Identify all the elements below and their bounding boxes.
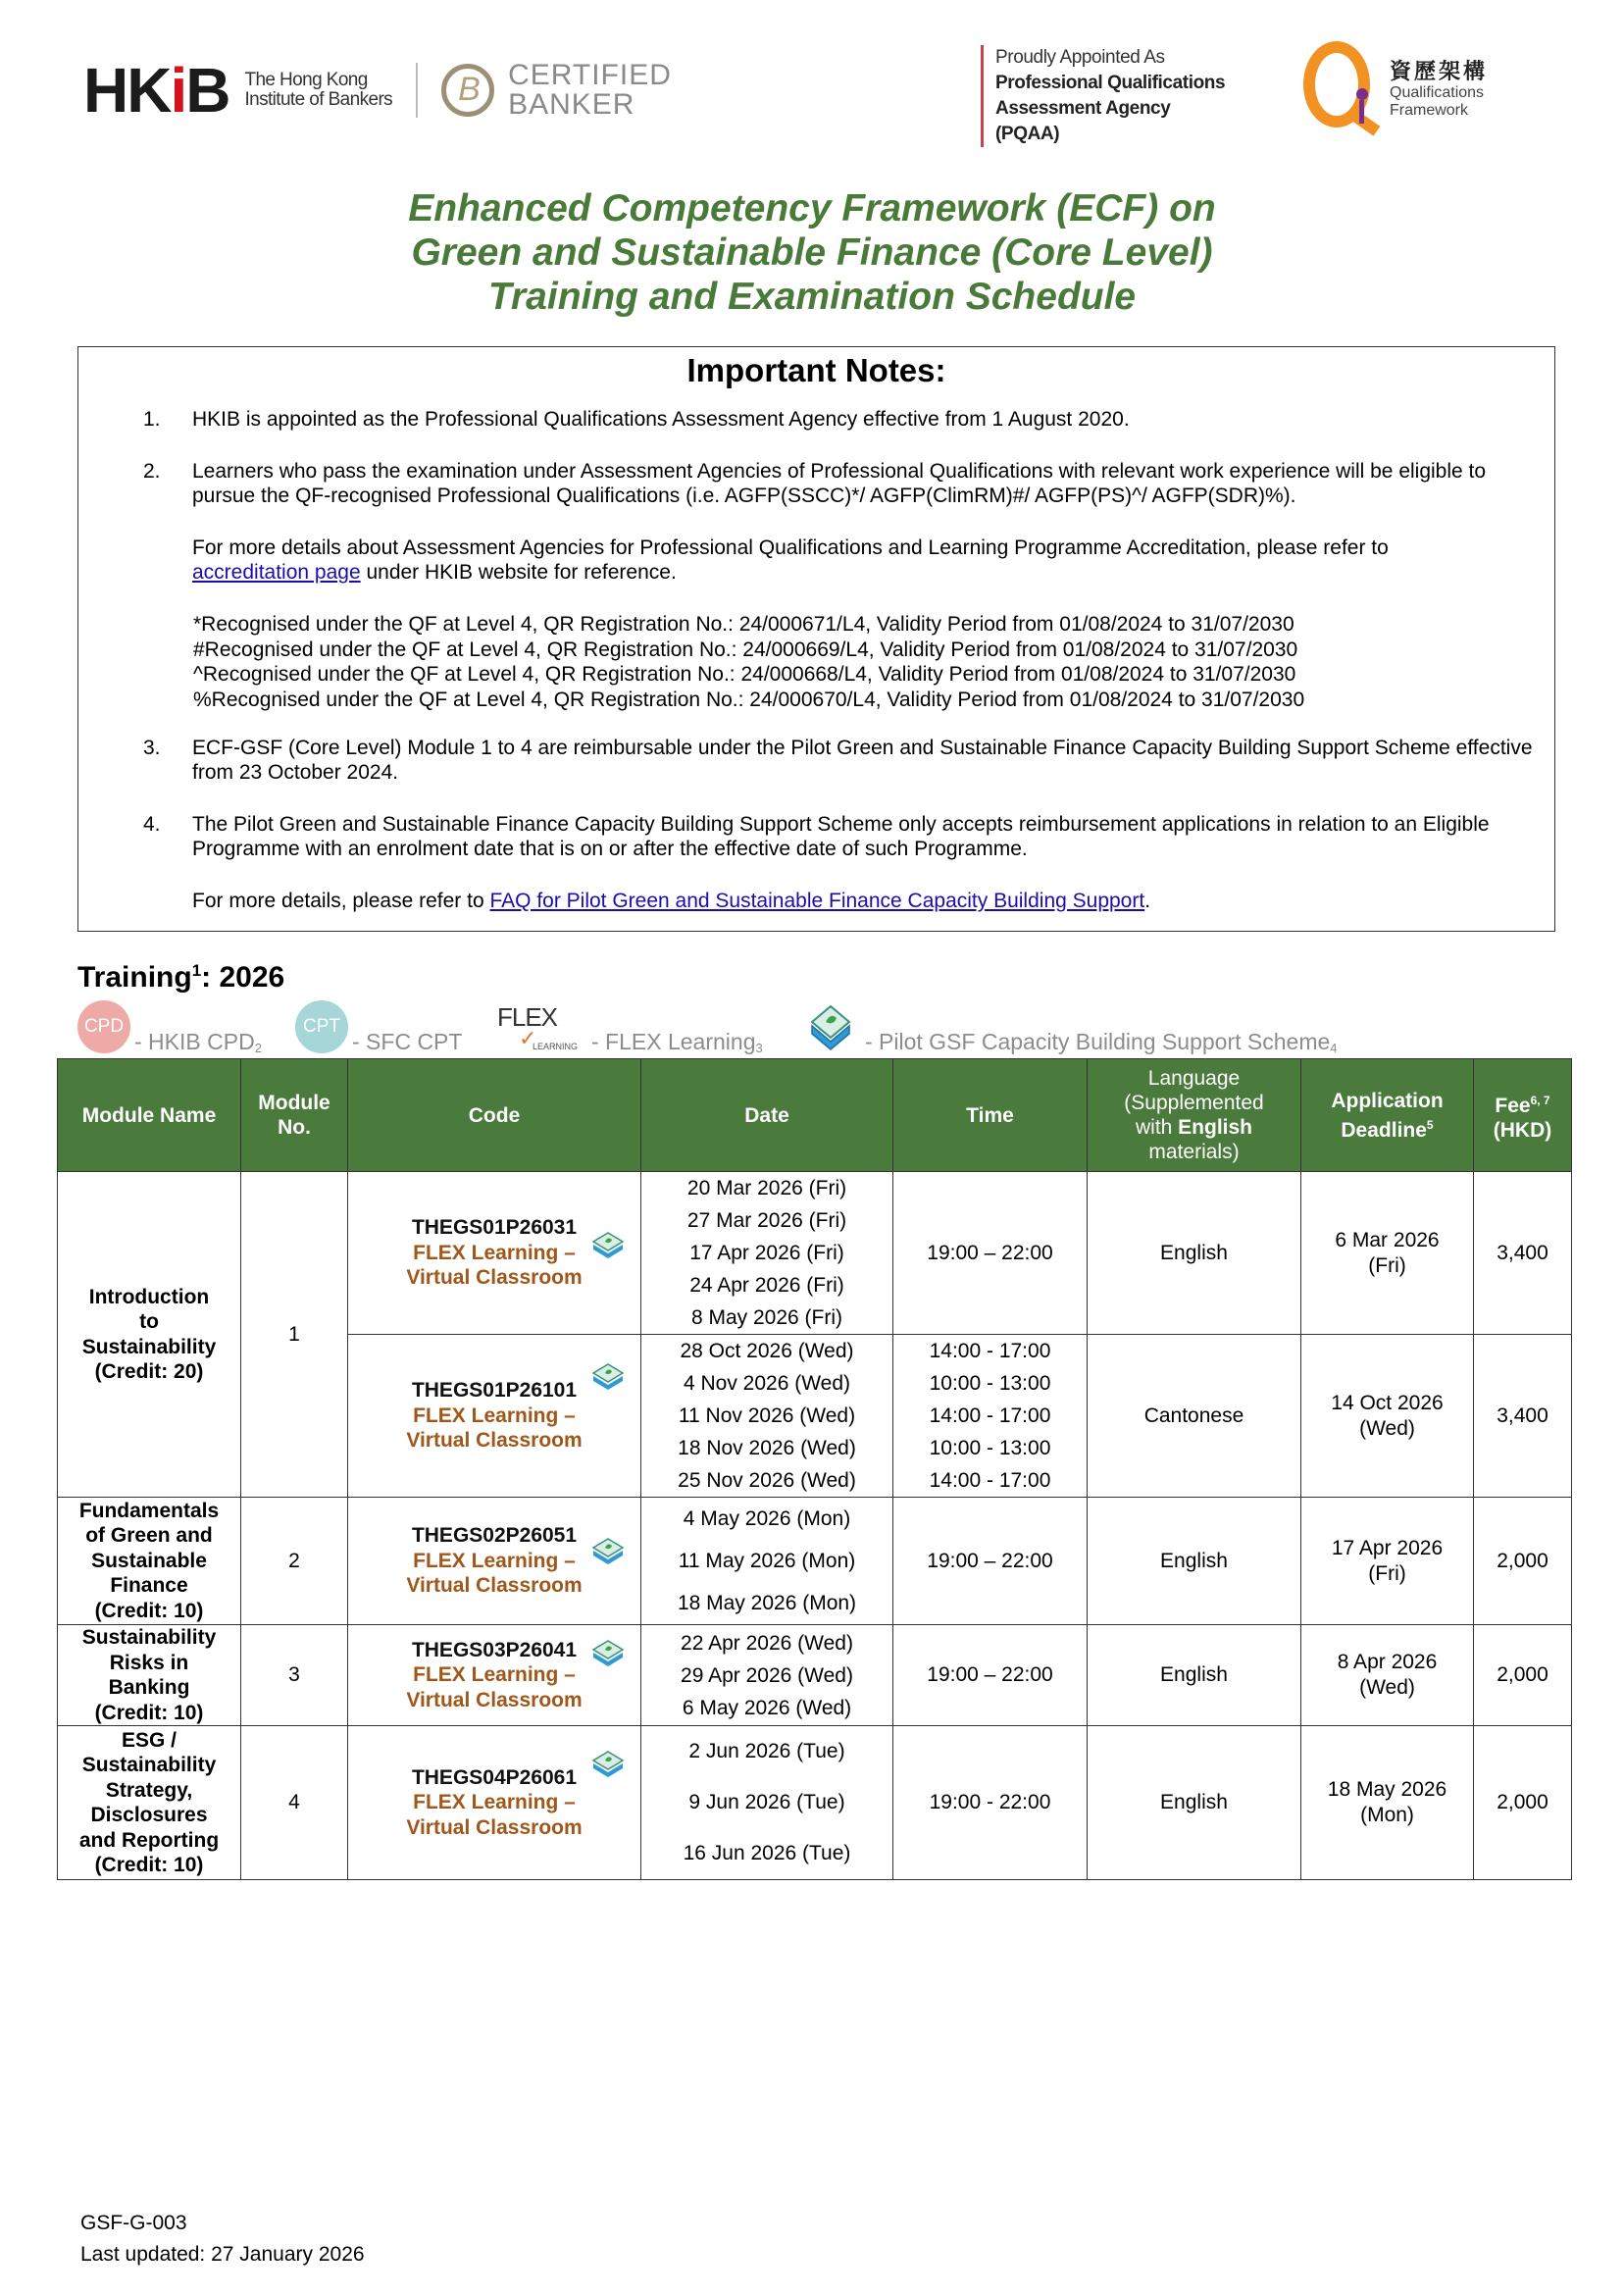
col-header-fee: Fee$^{6, 7}$ (HKD) — [1474, 1059, 1572, 1172]
gsf-scheme-icon — [589, 1231, 627, 1260]
module-name-cell: Sustainability Risks in Banking (Credit: 10) — [58, 1625, 241, 1726]
class-code-cell: THEGS01P26031 FLEX Learning – Virtual Classroom — [348, 1172, 641, 1335]
cpd-badge-icon: CPD — [77, 1000, 130, 1053]
gsf-scheme-icon — [804, 1002, 857, 1055]
table-row — [58, 1498, 1572, 1625]
notes-heading: Important Notes: — [686, 352, 946, 388]
language-cell: Cantonese — [1088, 1335, 1301, 1498]
module-no-cell: 4 — [241, 1726, 348, 1880]
dates-cell: 4 May 2026 (Mon) 11 May 2026 (Mon) 18 May 2026 (Mon) — [641, 1498, 893, 1625]
deadline-cell: 18 May 2026 (Mon) — [1301, 1726, 1474, 1880]
module-name-cell: ESG / Sustainability Strategy, Disclosures and Reporting (Credit: 10) — [58, 1726, 241, 1880]
class-code: THEGS01P26031 — [411, 1216, 578, 1240]
module-no-cell: 3 — [241, 1625, 348, 1726]
qf-logo-text: 資歷架構 Qualifications Framework — [1390, 59, 1489, 119]
hkib-logo — [83, 55, 672, 126]
deadline-cell: 6 Mar 2026 (Fri) — [1301, 1172, 1474, 1335]
accreditation-page-link[interactable]: accreditation page — [192, 561, 361, 584]
legend-gsf-scheme: - Pilot GSF Capacity Building Support Scheme $_4$ — [804, 1002, 1338, 1055]
table-row — [58, 1726, 1572, 1880]
important-notes-box: Important Notes: 1. HKIB is appointed as the Professional Qualifications Assessment Agency effective from 1 August 2020. 2. Learners who pass the examination under Assessment Agencies of Professional Qualifications with relevant work experience will be eligible to pursue the QF-recognised Professional Qualifications (i.e. AGFP(SSCC)*/ AGFP(ClimRM)#/ AGFP(PS)^/ AGFP(SDR)%). For more details about Assessment Agencies for Professional Qualifications and Learning Programme Accreditation, please refer to accreditation page under HKIB website for reference. *Recognised under the QF at Level 4, QR Registration No.: 24/000671/L4, Validity Period from 01/08/2024 to 31/07/2030 #Recognised under the QF at Level 4, QR Registration No.: 24/000669/L4, Validity Period from 01/08/2024 to 31/07/2030 ^Recognised under the QF at Level 4, QR Registration No.: 24/000668/L4, Validity Period from 01/08/2024 to 31/07/2030 %Recognised under the QF at Level 4, QR Registration No.: 24/000670/L4, Validity Period from 01/08/2024 to 31/07/2030 3. ECF-GSF (Core Level) Module 1 to 4 are reimbursable under the Pilot Green and Sustainable Finance Capacity Building Support Scheme effective from 23 October 2024. 4. The Pilot Green and Sustainable Finance Capacity Building Support Scheme only accepts reimbursement applications in relation to an Eligible Programme with an enrolment date that is on or after the effective date of such Programme. For more details, please refer to FAQ for Pilot Green and Sustainable Finance Capacity Building Support. — [77, 346, 1555, 932]
gsf-scheme-icon — [589, 1537, 627, 1566]
qf-logo-icon — [1299, 39, 1378, 147]
col-header-language: Language (Supplemented with English materials) — [1088, 1059, 1301, 1172]
language-cell: English — [1088, 1726, 1301, 1880]
class-code-cell: THEGS04P26061 FLEX Learning – Virtual Classroom — [348, 1726, 641, 1880]
table-row — [58, 1625, 1572, 1726]
col-header-time: Time — [893, 1059, 1088, 1172]
time-cell: 19:00 - 22:00 — [893, 1726, 1088, 1880]
class-code: THEGS01P26101 — [411, 1379, 578, 1403]
hkib-logo-mark: HKiB — [83, 55, 229, 126]
dates-cell: 28 Oct 2026 (Wed) 4 Nov 2026 (Wed) 11 Nov 2026 (Wed) 18 Nov 2026 (Wed) 25 Nov 2026 (Wed) — [641, 1335, 893, 1498]
deadline-cell: 14 Oct 2026 (Wed) — [1301, 1335, 1474, 1498]
class-code: THEGS03P26041 — [411, 1638, 578, 1661]
language-cell: English — [1088, 1498, 1301, 1625]
pqaa-badge: Proudly Appointed As Professional Qualifications Assessment Agency (PQAA) — [981, 45, 1225, 147]
col-header-module-no: Module No. — [241, 1059, 348, 1172]
class-code: THEGS02P26051 — [411, 1524, 578, 1548]
class-code: THEGS04P26061 — [411, 1765, 578, 1789]
col-header-deadline: Application Deadline$^5$ — [1301, 1059, 1474, 1172]
fee-cell: 3,400 — [1474, 1172, 1572, 1335]
fee-cell: 2,000 — [1474, 1625, 1572, 1726]
dates-cell: 2 Jun 2026 (Tue) 9 Jun 2026 (Tue) 16 Jun 2026 (Tue) — [641, 1726, 893, 1880]
deadline-cell: 8 Apr 2026 (Wed) — [1301, 1625, 1474, 1726]
time-cell: 19:00 – 22:00 — [893, 1172, 1088, 1335]
icon-legend — [77, 996, 1568, 1055]
fee-cell: 2,000 — [1474, 1726, 1572, 1880]
time-cell: 19:00 – 22:00 — [893, 1625, 1088, 1726]
document-code: GSF-G-003 — [80, 2212, 187, 2234]
table-header-row — [58, 1059, 1572, 1172]
logo-divider — [416, 63, 418, 118]
training-heading: Training$^1$: 2026 — [77, 961, 285, 994]
time-cell: 19:00 – 22:00 — [893, 1498, 1088, 1625]
faq-link[interactable]: FAQ for Pilot Green and Sustainable Finance Capacity Building Support — [489, 890, 1145, 912]
module-no-cell: 2 — [241, 1498, 348, 1625]
gsf-scheme-icon — [589, 1750, 627, 1779]
legend-flex: FLEX ✓ LEARNING - FLEX Learning $_3$ — [497, 1002, 763, 1055]
deadline-cell: 17 Apr 2026 (Fri) — [1301, 1498, 1474, 1625]
language-cell: English — [1088, 1172, 1301, 1335]
fee-cell: 3,400 — [1474, 1335, 1572, 1498]
certified-banker-emblem-icon — [441, 64, 494, 117]
page-header — [83, 39, 1585, 157]
cpt-badge-icon: CPT — [295, 1000, 348, 1053]
class-code-cell: THEGS01P26101 FLEX Learning – Virtual Classroom — [348, 1335, 641, 1498]
col-header-date: Date — [641, 1059, 893, 1172]
qf-recognition-list: *Recognised under the QF at Level 4, QR Registration No.: 24/000671/L4, Validity Period from 01/08/2024 to 31/07/2030 #Recognised under the QF at Level 4, QR Registration No.: 24/000669/L4, Validity Period from 01/08/2024 to 31/07/2030 ^Recognised under the QF at Level 4, QR Registration No.: 24/000668/L4, Validity Period from 01/08/2024 to 31/07/2030 %Recognised under the QF at Level 4, QR Registration No.: 24/000670/L4, Validity Period from 01/08/2024 to 31/07/2030 — [193, 613, 1305, 711]
dates-cell: 20 Mar 2026 (Fri) 27 Mar 2026 (Fri) 17 Apr 2026 (Fri) 24 Apr 2026 (Fri) 8 May 2026 (Fri) — [641, 1172, 893, 1335]
table-row — [58, 1172, 1572, 1335]
module-name-cell: Introduction to Sustainability (Credit: 20) — [58, 1172, 241, 1498]
last-updated: Last updated: 27 January 2026 — [80, 2243, 365, 2266]
module-no-cell: 1 — [241, 1172, 348, 1498]
class-code-cell: THEGS02P26051 FLEX Learning – Virtual Classroom — [348, 1498, 641, 1625]
col-header-module-name: Module Name — [58, 1059, 241, 1172]
dates-cell: 22 Apr 2026 (Wed) 29 Apr 2026 (Wed) 6 May 2026 (Wed) — [641, 1625, 893, 1726]
time-cell: 14:00 - 17:00 10:00 - 13:00 14:00 - 17:00 10:00 - 13:00 14:00 - 17:00 — [893, 1335, 1088, 1498]
legend-cpt: CPT - SFC CPT — [295, 1000, 462, 1055]
page-title: Enhanced Competency Framework (ECF) on Green and Sustainable Finance (Core Level) Training and Examination Schedule — [408, 187, 1216, 318]
legend-cpd: CPD - HKIB CPD $_2$ — [77, 1000, 262, 1055]
flex-learning-logo-icon: FLEX ✓ LEARNING — [497, 1002, 579, 1051]
training-schedule-table — [57, 1058, 1572, 1880]
fee-cell: 2,000 — [1474, 1498, 1572, 1625]
page-footer — [80, 2208, 365, 2270]
col-header-code: Code — [348, 1059, 641, 1172]
gsf-scheme-icon — [589, 1639, 627, 1668]
certified-banker-logo: CERTIFIED BANKER — [508, 59, 672, 121]
module-name-cell: Fundamentals of Green and Sustainable Finance (Credit: 10) — [58, 1498, 241, 1625]
gsf-scheme-icon — [589, 1362, 627, 1392]
language-cell: English — [1088, 1625, 1301, 1726]
class-code-cell: THEGS03P26041 FLEX Learning – Virtual Classroom — [348, 1625, 641, 1726]
hkib-logo-subtitle: The Hong Kong Institute of Bankers — [244, 70, 393, 110]
